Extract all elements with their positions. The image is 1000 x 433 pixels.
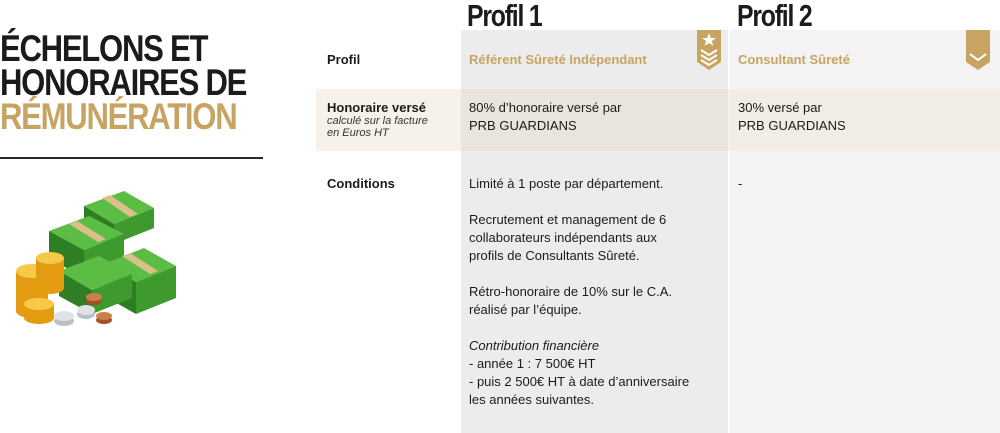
contribution-title: Contribution financière — [469, 338, 600, 353]
conditions-col1 — [469, 175, 724, 409]
honoraire-col2-line1: 30% versé par — [738, 100, 822, 115]
conditions-p4 — [469, 337, 724, 409]
honoraire-col1-line1: 80% d’honoraire versé par — [469, 100, 622, 115]
conditions-p4-l1: - année 1 : 7 500€ HT — [469, 356, 596, 371]
conditions-p2-l1: Recrutement et management de 6 — [469, 212, 667, 227]
conditions-p1: Limité à 1 poste par département. — [469, 176, 664, 191]
row-label-profil: Profil — [327, 52, 361, 67]
conditions-p4-l3: les années suivantes. — [469, 392, 595, 407]
page-title — [0, 28, 247, 137]
honoraire-sub-2: en Euros HT — [327, 127, 389, 139]
title-divider — [0, 157, 263, 159]
title-line-3: RÉMUNÉRATION — [0, 96, 237, 137]
honoraire-col1 — [469, 99, 621, 135]
rank-chevron-icon — [966, 30, 990, 70]
profil-2-name: Consultant Sûreté — [738, 52, 850, 67]
profil-1-header: Profil 1 — [467, 0, 542, 33]
conditions-p3 — [469, 283, 724, 319]
conditions-p2-l3: profils de Consultants Sûreté. — [469, 248, 640, 263]
rank-chevrons-star-icon — [697, 30, 721, 70]
title-line-1: ÉCHELONS ET — [0, 28, 208, 69]
title-line-2: HONORAIRES DE — [0, 62, 247, 103]
row-label-conditions: Conditions — [327, 176, 395, 191]
honoraire-label: Honoraire versé — [327, 100, 426, 115]
conditions-col2: - — [738, 176, 743, 191]
honoraire-col2-line2: PRB GUARDIANS — [738, 118, 846, 133]
honoraire-col2 — [738, 99, 846, 135]
conditions-p4-l2: - puis 2 500€ HT à date d’anniversaire — [469, 374, 690, 389]
honoraire-col1-line2: PRB GUARDIANS — [469, 118, 577, 133]
conditions-p3-l2: réalisé par l’équipe. — [469, 302, 582, 317]
conditions-p2-l2: collaborateurs indépendants aux — [469, 230, 657, 245]
honoraire-sub-1: calculé sur la facture — [327, 115, 428, 127]
money-stacks-coins-illustration — [14, 186, 184, 336]
conditions-p2 — [469, 211, 724, 265]
row-label-honoraire — [327, 100, 428, 139]
conditions-p3-l1: Rétro-honoraire de 10% sur le C.A. — [469, 284, 673, 299]
profil-1-name: Référent Sûreté Indépendant — [469, 52, 647, 67]
profil-2-header: Profil 2 — [737, 0, 812, 33]
